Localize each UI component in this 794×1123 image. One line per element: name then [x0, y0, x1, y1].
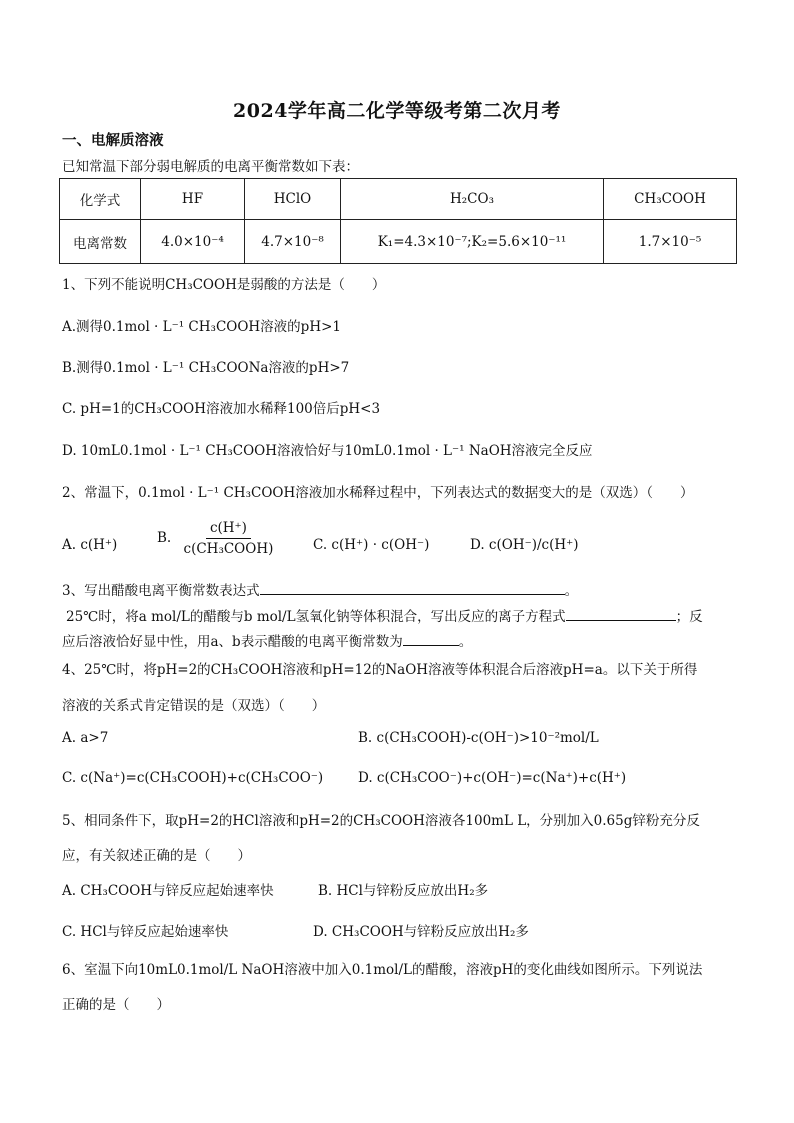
question-4-option-d: D. c(CH₃COO⁻)+c(OH⁻)=c(Na⁺)+c(H⁺) — [358, 770, 627, 786]
question-3-line-2: 25℃时，将a mol/L的醋酸与b mol/L氢氧化钠等体积混合，写出反应的离子方程式 ；反 — [66, 606, 703, 626]
question-2-option-d: D. c(OH⁻)/c(H⁺) — [470, 537, 579, 553]
section-heading: 一、电解质溶液 — [62, 132, 164, 149]
question-5-line-2: 应，有关叙述正确的是（ ） — [62, 848, 251, 864]
question-2-option-a: A. c(H⁺) — [62, 537, 118, 553]
question-3-line-1: 3、写出醋酸电离平衡常数表达式 。 — [62, 580, 578, 600]
question-4-option-b: B. c(CH₃COOH)-c(OH⁻)>10⁻²mol/L — [358, 730, 599, 746]
fraction-denominator: c(CH₃COOH) — [183, 541, 274, 557]
table-row — [60, 179, 737, 220]
question-4-option-a: A. a>7 — [62, 730, 109, 746]
formula-cell: HClO — [245, 179, 341, 220]
answer-blank[interactable] — [403, 631, 459, 646]
row-label-constant: 电离常数 — [60, 220, 141, 264]
question-2-option-c: C. c(H⁺) · c(OH⁻) — [313, 537, 430, 553]
formula-cell: CH₃COOH — [604, 179, 737, 220]
option-b-prefix: B. — [157, 530, 172, 546]
page-title: 2024学年高二化学等级考第二次月考 — [233, 100, 561, 122]
formula-cell: HF — [141, 179, 245, 220]
table-row — [60, 220, 737, 264]
constant-cell: K₁=4.3×10⁻⁷;K₂=5.6×10⁻¹¹ — [341, 220, 604, 264]
constant-cell: 1.7×10⁻⁵ — [604, 220, 737, 264]
question-5-option-d: D. CH₃COOH与锌粉反应放出H₂多 — [313, 924, 529, 940]
question-1-option-a: A.测得0.1mol · L⁻¹ CH₃COOH溶液的pH>1 — [62, 319, 341, 335]
question-4-line-1: 4、25℃时，将pH=2的CH₃COOH溶液和pH=12的NaOH溶液等体积混合后溶液pH=a。以下关于所得 — [62, 662, 698, 678]
question-6-line-1: 6、室温下向10mL0.1mol/L NaOH溶液中加入0.1mol/L的醋酸，溶液pH的变化曲线如图所示。下列说法 — [62, 962, 703, 978]
ionization-constant-table — [59, 178, 737, 264]
formula-cell: H₂CO₃ — [341, 179, 604, 220]
question-2-stem: 2、常温下，0.1mol · L⁻¹ CH₃COOH溶液加水稀释过程中，下列表达式的数据变大的是（双选）（ ） — [62, 485, 694, 501]
question-4-line-2: 溶液的关系式肯定错误的是（双选）（ ） — [62, 698, 326, 714]
question-1-option-b: B.测得0.1mol · L⁻¹ CH₃COONa溶液的pH>7 — [62, 360, 350, 376]
answer-blank[interactable] — [260, 580, 565, 595]
constant-cell: 4.7×10⁻⁸ — [245, 220, 341, 264]
table-intro: 已知常温下部分弱电解质的电离平衡常数如下表： — [62, 159, 359, 175]
row-label-formula: 化学式 — [60, 179, 141, 220]
question-1-option-d: D. 10mL0.1mol · L⁻¹ CH₃COOH溶液恰好与10mL0.1mol · L⁻¹ NaOH溶液完全反应 — [62, 443, 593, 459]
question-5-option-a: A. CH₃COOH与锌反应起始速率快 — [62, 883, 274, 899]
question-1-option-c: C. pH=1的CH₃COOH溶液加水稀释100倍后pH<3 — [62, 401, 381, 417]
fraction-numerator: c(H⁺) — [206, 520, 251, 539]
question-5-option-b: B. HCl与锌粉反应放出H₂多 — [318, 883, 489, 899]
option-b-fraction — [180, 520, 278, 557]
question-5-option-c: C. HCl与锌反应起始速率快 — [62, 924, 229, 940]
question-4-option-c: C. c(Na⁺)=c(CH₃COOH)+c(CH₃COO⁻) — [62, 770, 324, 786]
question-3-line-3: 应后溶液恰好显中性，用a、b表示醋酸的电离平衡常数为 。 — [62, 631, 472, 651]
question-2-option-b — [157, 520, 281, 557]
question-1-stem: 1、下列不能说明CH₃COOH是弱酸的方法是（ ） — [62, 277, 386, 293]
question-6-line-2: 正确的是（ ） — [62, 997, 170, 1013]
answer-blank[interactable] — [566, 606, 676, 621]
question-5-line-1: 5、相同条件下，取pH=2的HCl溶液和pH=2的CH₃COOH溶液各100mL L，分别加入0.65g锌粉充分反 — [62, 813, 700, 829]
constant-cell: 4.0×10⁻⁴ — [141, 220, 245, 264]
